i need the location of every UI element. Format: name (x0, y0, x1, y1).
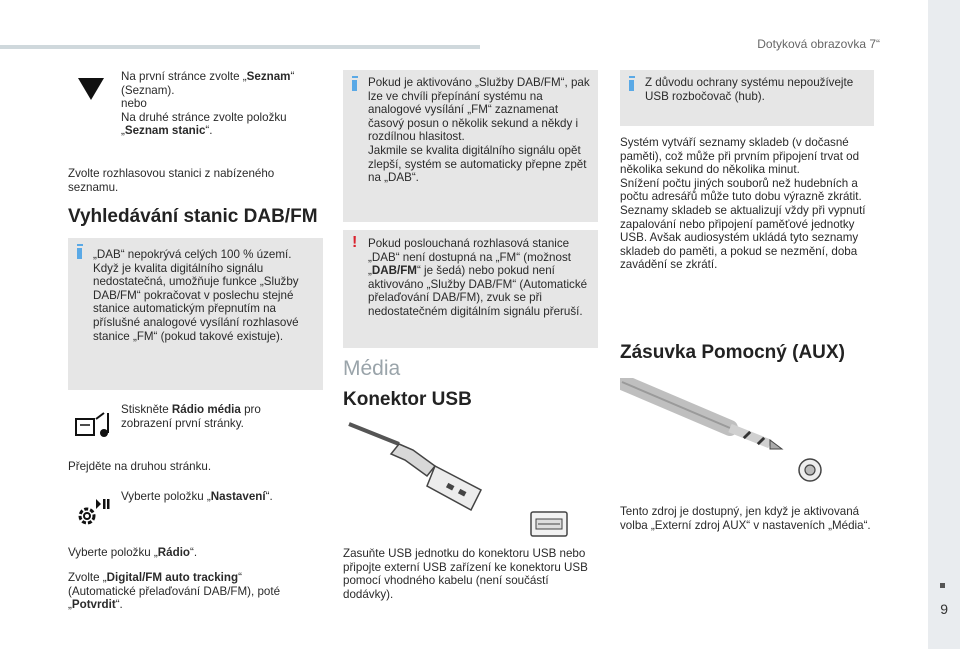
text-dab-tracking: Zvolte „Digital/FM auto tracking“ (Automatické přelaďování DAB/FM), poté „Potvrdit“. (68, 571, 281, 612)
page-header: Dotyková obrazovka 7“ (757, 37, 880, 51)
info-icon (351, 76, 359, 90)
text-next-page: Přejděte na druhou stránku. (68, 460, 212, 473)
heading-usb: Konektor USB (343, 389, 472, 410)
step-radio-media: Stiskněte Rádio média pro zobrazení první stránky. (121, 403, 261, 430)
info-box-dab-switch: Pokud je aktivováno „Služby DAB/FM“, pak lze ve chvíli přepínání systému na analogové vysílání „FM“ zaznamenat časový posun o několik sekund a někdy i rozdílnou hlasitost. Jakmile se kvalita digitálního signálu opět zlepší, systém se automaticky přepne zpět na „DAB“. (343, 70, 598, 222)
info-icon (628, 76, 636, 90)
step-settings: Vyberte položku „Nastavení“. (121, 490, 273, 503)
heading-aux: Zásuvka Pomocný (AUX) (620, 342, 845, 363)
text-usb-insert: Zasuňte USB jednotku do konektoru USB nebo připojte externí USB zařízení ke konektoru USB pomocí vhodného kabelu (není součástí dodávky). (343, 547, 588, 601)
page-number: 9 (940, 601, 948, 617)
page-marker (940, 583, 945, 588)
text-choose-station: Zvolte rozhlasovou stanici z nabízeného seznamu. (68, 167, 275, 194)
heading-media: Média (343, 357, 401, 380)
usb-connector-icon (343, 420, 575, 540)
text-playlists: Systém vytváří seznamy skladeb (v dočasné paměti), což může při prvním připojení trvat od několika sekund do několika minut. Snížení počtu jiných souborů než hudebních a počtu adresářů může tuto dobu výrazně zkrátit. Seznamy skladeb se aktualizují vždy při vypnutí zapalování nebo připojení paměťové jednotky USB. Avšak audiosystém ukládá tyto seznamy skladeb do paměti, a pokud se nezmění, doba zavádění se zkrátí. (620, 136, 866, 272)
step-select-list: Na první stránce zvolte „Seznam“ (Seznam). nebo Na druhé stránce zvolte položku „Seznam stanic“. (121, 70, 295, 138)
warning-box-dab: ! Pokud poslouchaná rozhlasová stanice „DAB“ není dostupná na „FM“ (možnost „DAB/FM“ je šedá) nebo pokud není aktivováno „Služby DAB/FM“ (Automatické přelaďování DAB/FM), zvuk se při nedostatečném digitálním signálu přeruší. (343, 230, 598, 348)
settings-gear-icon (74, 495, 110, 529)
text-aux-source: Tento zdroj je dostupný, jen když je aktivovaná volba „Externí zdroj AUX“ v nastaveních „Média“. (620, 505, 871, 532)
heading-dab-fm: Vyhledávání stanic DAB/FM (68, 206, 318, 227)
aux-socket-icon (799, 459, 821, 481)
usb-port-icon (531, 512, 567, 536)
warning-icon: ! (352, 234, 358, 251)
triangle-pointer-icon (78, 78, 104, 100)
side-strip (928, 0, 960, 649)
aux-jack-icon (620, 378, 828, 486)
text-select-radio: Vyberte položku „Rádio“. (68, 546, 198, 559)
top-rule (0, 45, 480, 49)
info-icon (76, 244, 84, 258)
info-box-usb-hub: Z důvodu ochrany systému nepoužívejte USB rozbočovač (hub). (620, 70, 874, 126)
info-box-dab: „DAB“ nepokrývá celých 100 % území. Když je kvalita digitálního signálu nedostatečná, umožňuje funkce „Služby DAB/FM“ pokračovat v poslechu stejné stanice automatickým přepnutím na příslušné analogové vysílání rozhlasové stanice „FM“ (pokud takové existuje). (68, 238, 323, 390)
radio-media-icon (74, 409, 114, 441)
